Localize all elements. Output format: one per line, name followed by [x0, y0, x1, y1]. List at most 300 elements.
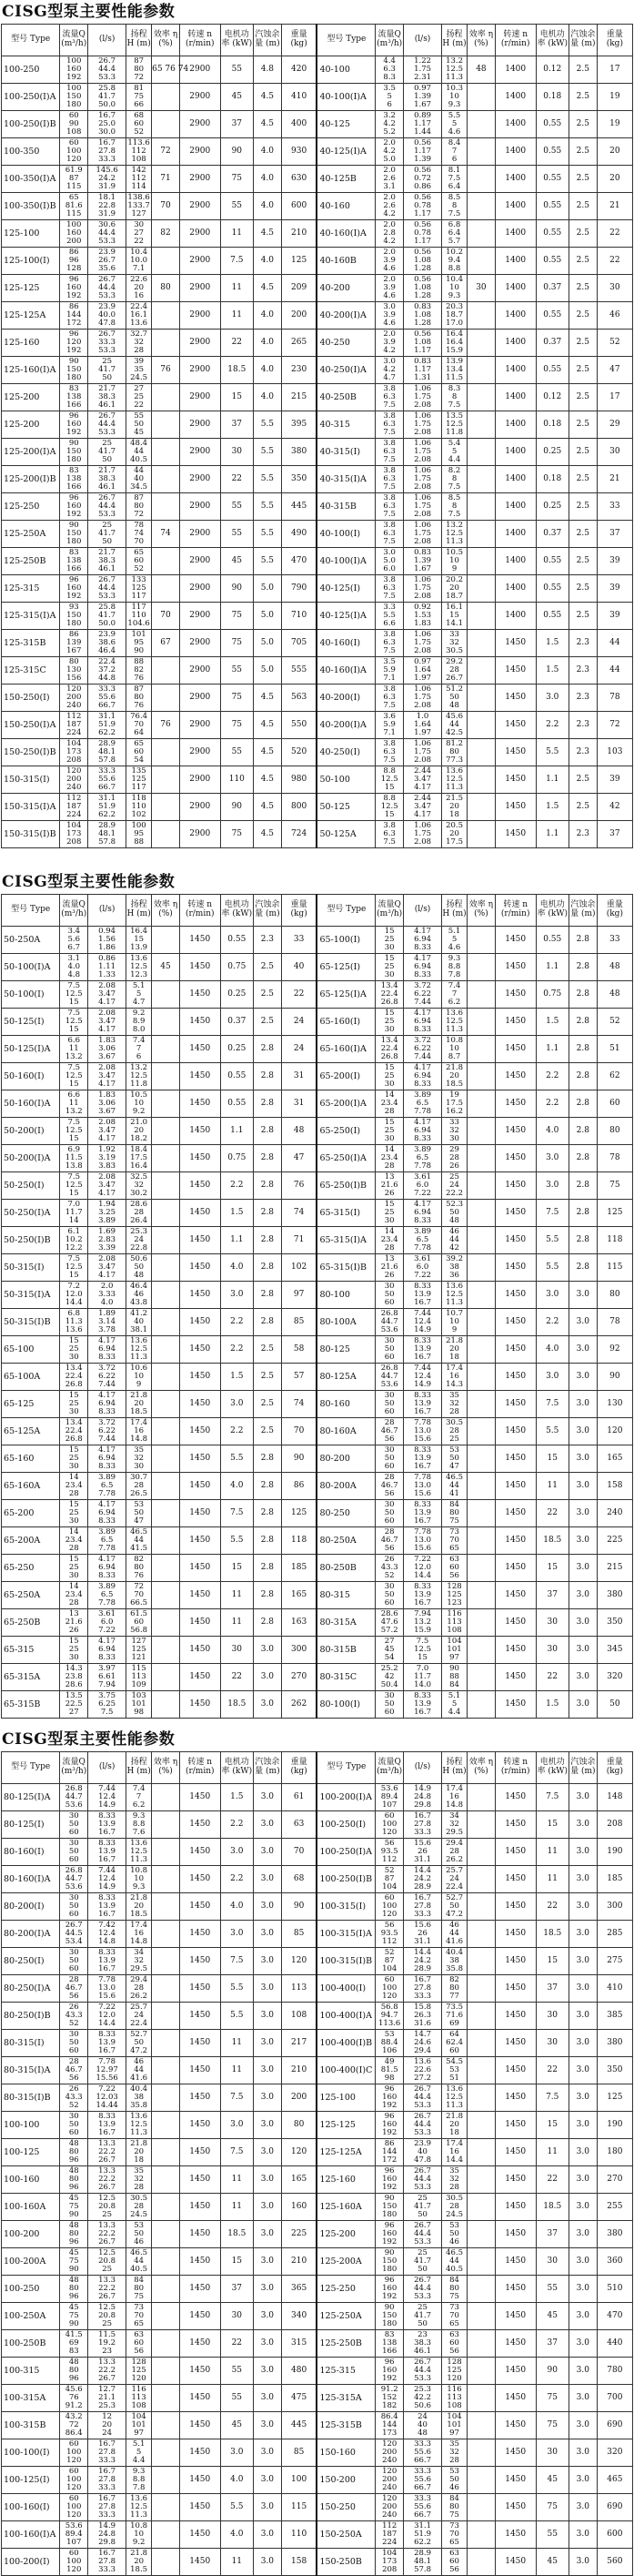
- speed-cell: 1450: [495, 1418, 536, 1445]
- npsh-cell: 2.5: [569, 603, 597, 630]
- model-cell: 40-160(I)A: [317, 220, 375, 248]
- weight-cell: 320: [597, 2439, 632, 2467]
- head-cell: 45.6 44 42.5: [442, 712, 468, 739]
- efficiency-cell: [468, 1145, 496, 1172]
- weight-cell: 92: [597, 1336, 632, 1364]
- header-npsh: 汽蚀余量 (m): [569, 895, 597, 927]
- efficiency-cell: 74: [152, 521, 180, 548]
- flow-ls-cell: 2.08 3.47 4.17: [88, 1009, 126, 1036]
- weight-cell: 60: [597, 1090, 632, 1118]
- flow-m3h-cell: 30 50 60: [376, 1336, 404, 1364]
- npsh-cell: 2.5: [569, 220, 597, 248]
- efficiency-cell: [152, 1866, 180, 1893]
- npsh-cell: 2.5: [254, 1391, 282, 1418]
- flow-m3h-cell: 45 75 90: [60, 2194, 88, 2221]
- weight-cell: 350: [597, 1609, 632, 1637]
- head-cell: 9.3 8.8 7.6: [126, 1811, 152, 1839]
- speed-cell: 1450: [495, 1473, 536, 1500]
- efficiency-cell: [468, 685, 496, 712]
- efficiency-cell: [152, 2003, 180, 2030]
- flow-ls-cell: 15.8 26.3 31.6: [404, 2003, 442, 2030]
- flow-m3h-cell: 90 150 180: [376, 2303, 404, 2330]
- power-cell: 30: [536, 2439, 569, 2467]
- flow-m3h-cell: 96 160 192: [376, 2358, 404, 2385]
- model-cell: 100-200(I): [2, 2549, 60, 2576]
- weight-cell: 600: [281, 193, 317, 220]
- weight-cell: 350: [597, 2057, 632, 2084]
- header-weight: 重量 (kg): [597, 25, 632, 56]
- power-cell: 2.2: [220, 1418, 253, 1445]
- head-cell: 29.2 28 26.7: [442, 657, 468, 685]
- head-cell: 5.4 5 4.4: [442, 439, 468, 466]
- efficiency-cell: [468, 2385, 496, 2412]
- efficiency-cell: [468, 1664, 496, 1691]
- power-cell: 75: [220, 685, 253, 712]
- weight-cell: 270: [281, 1664, 317, 1691]
- head-cell: 48.4 44 40.5: [126, 439, 152, 466]
- efficiency-cell: [468, 2057, 496, 2084]
- model-cell: 40-250: [317, 330, 375, 357]
- model-cell: 100-200(I)A: [317, 1784, 375, 1811]
- efficiency-cell: [468, 2494, 496, 2521]
- flow-ls-cell: 0.56 1.08 1.28: [404, 275, 442, 302]
- efficiency-cell: [468, 603, 496, 630]
- power-cell: 4.0: [536, 1118, 569, 1145]
- model-cell: 80-160A: [317, 1418, 375, 1445]
- speed-cell: 1450: [179, 2057, 220, 2084]
- weight-cell: 108: [281, 2003, 317, 2030]
- power-cell: 3.0: [536, 1172, 569, 1200]
- speed-cell: 2900: [179, 330, 220, 357]
- table-row: [2, 2412, 633, 2439]
- table-row: [2, 1784, 633, 1811]
- speed-cell: 2900: [179, 166, 220, 193]
- npsh-cell: 2.3: [569, 739, 597, 766]
- flow-m3h-cell: 90 150 180: [60, 439, 88, 466]
- flow-ls-cell: 4.17 6.94 8.33: [88, 1445, 126, 1473]
- speed-cell: 1450: [495, 927, 536, 954]
- efficiency-cell: [152, 330, 180, 357]
- speed-cell: 1400: [495, 439, 536, 466]
- power-cell: 1.5: [220, 1364, 253, 1391]
- head-cell: 81 75 66: [126, 84, 152, 111]
- efficiency-cell: [152, 657, 180, 685]
- flow-ls-cell: 0.56 0.72 0.86: [404, 166, 442, 193]
- npsh-cell: 3.0: [254, 2330, 282, 2358]
- speed-cell: 1450: [495, 821, 536, 848]
- flow-ls-cell: 3.97 6.61 7.94: [88, 1664, 126, 1691]
- power-cell: 37: [536, 1975, 569, 2003]
- speed-cell: 1400: [495, 548, 536, 575]
- table-row: [2, 657, 633, 685]
- head-cell: 17.4 16 14.4: [442, 2139, 468, 2166]
- npsh-cell: 3.0: [569, 2139, 597, 2166]
- power-cell: 15: [220, 384, 253, 411]
- table-row: [2, 1948, 633, 1975]
- flow-m3h-cell: 3.8 6.3 7.5: [376, 821, 404, 848]
- model-cell: 40-100: [317, 56, 375, 84]
- flow-ls-cell: 0.92 1.53 1.83: [404, 603, 442, 630]
- flow-ls-cell: 12.5 20.8 25: [88, 2248, 126, 2276]
- power-cell: 15: [536, 1948, 569, 1975]
- weight-cell: 72: [597, 712, 632, 739]
- flow-ls-cell: 28.9 48.1 57.8: [88, 739, 126, 766]
- npsh-cell: 2.8: [254, 1090, 282, 1118]
- speed-cell: 1450: [495, 1227, 536, 1254]
- power-cell: 55: [220, 739, 253, 766]
- npsh-cell: 3.0: [569, 2385, 597, 2412]
- flow-ls-cell: 26.7 44.4 53.3: [404, 2221, 442, 2248]
- power-cell: 0.55: [536, 548, 569, 575]
- header-model: 型号 Type: [2, 1752, 60, 1784]
- weight-cell: 385: [597, 2003, 632, 2030]
- weight-cell: 190: [597, 1839, 632, 1866]
- speed-cell: 2900: [179, 685, 220, 712]
- efficiency-cell: [152, 1893, 180, 1921]
- model-cell: 80-250(I)B: [2, 2003, 60, 2030]
- efficiency-cell: [468, 1227, 496, 1254]
- npsh-cell: 3.0: [569, 1811, 597, 1839]
- power-cell: 7.5: [220, 2084, 253, 2112]
- header-head: 扬程 H (m): [126, 1752, 152, 1784]
- head-cell: 5.5 5 4.6: [442, 111, 468, 138]
- power-cell: 30: [220, 2303, 253, 2330]
- flow-m3h-cell: 26.8 44.7 53.6: [60, 1866, 88, 1893]
- npsh-cell: 3.0: [569, 2439, 597, 2467]
- speed-cell: 2900: [179, 84, 220, 111]
- head-cell: 128 125 123: [442, 1582, 468, 1609]
- head-cell: 135 125 117: [126, 766, 152, 794]
- table-row: [2, 275, 633, 302]
- efficiency-cell: [152, 1921, 180, 1948]
- npsh-cell: 3.0: [254, 2248, 282, 2276]
- power-cell: 2.2: [220, 1336, 253, 1364]
- flow-ls-cell: 7.22 12.0 14.4: [88, 2003, 126, 2030]
- weight-cell: 230: [281, 357, 317, 384]
- npsh-cell: 3.0: [254, 1784, 282, 1811]
- power-cell: 1.1: [536, 821, 569, 848]
- power-cell: 4.0: [220, 1473, 253, 1500]
- weight-cell: 700: [597, 2385, 632, 2412]
- speed-cell: 1450: [179, 1637, 220, 1664]
- head-cell: 27 25 22: [126, 384, 152, 411]
- speed-cell: 2900: [179, 411, 220, 439]
- speed-cell: 1450: [179, 1664, 220, 1691]
- model-cell: 100-250: [2, 56, 60, 84]
- flow-m3h-cell: 15 25 30: [60, 1391, 88, 1418]
- flow-m3h-cell: 104 173 208: [60, 739, 88, 766]
- power-cell: 0.75: [220, 954, 253, 981]
- flow-ls-cell: 25 41.7 50: [404, 2194, 442, 2221]
- npsh-cell: 2.5: [569, 330, 597, 357]
- table-row: [2, 248, 633, 275]
- weight-cell: 365: [281, 2276, 317, 2303]
- efficiency-cell: [468, 954, 496, 981]
- head-cell: 13.2 12.5 11.3: [442, 521, 468, 548]
- weight-cell: 165: [281, 1582, 317, 1609]
- power-cell: 1.5: [536, 1009, 569, 1036]
- npsh-cell: 3.0: [569, 1948, 597, 1975]
- head-cell: 51.2 50 48: [442, 685, 468, 712]
- flow-m3h-cell: 60 100 120: [376, 1811, 404, 1839]
- weight-cell: 265: [281, 330, 317, 357]
- speed-cell: 1450: [495, 739, 536, 766]
- flow-ls-cell: 1.06 1.75 2.08: [404, 630, 442, 657]
- model-cell: 50-100(I): [2, 981, 60, 1009]
- npsh-cell: 2.3: [569, 821, 597, 848]
- speed-cell: 2900: [179, 111, 220, 138]
- flow-m3h-cell: 52 87 104: [376, 1948, 404, 1975]
- npsh-cell: 3.0: [569, 2358, 597, 2385]
- header-model: 型号 Type: [2, 895, 60, 927]
- flow-m3h-cell: 3.8 6.3 7.5: [376, 685, 404, 712]
- weight-cell: 39: [597, 575, 632, 603]
- speed-cell: 2900: [179, 657, 220, 685]
- table-row: [2, 548, 633, 575]
- speed-cell: 2900: [179, 548, 220, 575]
- weight-cell: 46: [597, 302, 632, 330]
- flow-ls-cell: 0.56 1.08 1.17: [404, 330, 442, 357]
- efficiency-cell: [152, 1637, 180, 1664]
- model-cell: 50-200(I)A: [2, 1145, 60, 1172]
- model-cell: 125-160A: [317, 2194, 375, 2221]
- head-cell: 22.6 20 16: [126, 275, 152, 302]
- table-row: [2, 2221, 633, 2248]
- header-efficiency: 效率 η (%): [468, 1752, 496, 1784]
- weight-cell: 215: [281, 384, 317, 411]
- npsh-cell: 3.0: [569, 1866, 597, 1893]
- weight-cell: 102: [281, 1254, 317, 1282]
- weight-cell: 48: [597, 981, 632, 1009]
- model-cell: 100-315: [2, 2358, 60, 2385]
- speed-cell: 2900: [179, 275, 220, 302]
- table-row: [2, 193, 633, 220]
- efficiency-cell: [468, 439, 496, 466]
- head-cell: 10.5 10 9: [442, 548, 468, 575]
- efficiency-cell: [468, 1811, 496, 1839]
- power-cell: 2.2: [220, 1811, 253, 1839]
- efficiency-cell: [152, 1784, 180, 1811]
- table-row: [2, 2549, 633, 2576]
- npsh-cell: 2.8: [569, 1118, 597, 1145]
- efficiency-cell: [152, 1691, 180, 1719]
- efficiency-cell: [152, 2521, 180, 2549]
- efficiency-cell: [468, 111, 496, 138]
- weight-cell: 208: [597, 1811, 632, 1839]
- weight-cell: 37: [597, 521, 632, 548]
- table-row: [2, 138, 633, 166]
- model-cell: 100-250A: [2, 2303, 60, 2330]
- model-cell: 100-100(I): [2, 2439, 60, 2467]
- weight-cell: 710: [281, 603, 317, 630]
- weight-cell: 70: [281, 1839, 317, 1866]
- head-cell: 34 32 29.5: [442, 1811, 468, 1839]
- head-cell: 21.8 20 18.5: [126, 1391, 152, 1418]
- head-cell: 13.6 12.5 11.3: [442, 766, 468, 794]
- flow-ls-cell: 7.94 13.2 15.9: [404, 1609, 442, 1637]
- header-row: [2, 895, 633, 927]
- head-cell: 8.2 8 7.5: [442, 466, 468, 493]
- power-cell: 0.37: [536, 275, 569, 302]
- head-cell: 46.5 44 41: [442, 1473, 468, 1500]
- flow-ls-cell: 0.83 1.17 1.31: [404, 357, 442, 384]
- flow-m3h-cell: 80 130 156: [60, 657, 88, 685]
- model-cell: 125-250A: [2, 521, 60, 548]
- flow-ls-cell: 2.44 3.47 4.17: [404, 766, 442, 794]
- head-cell: 22.4 16.1 13.6: [126, 302, 152, 330]
- power-cell: 1.1: [536, 954, 569, 981]
- power-cell: 45: [220, 548, 253, 575]
- speed-cell: 1450: [495, 2330, 536, 2358]
- speed-cell: 1400: [495, 384, 536, 411]
- flow-ls-cell: 3.72 6.22 7.44: [404, 981, 442, 1009]
- flow-ls-cell: 16.7 27.8 33.3: [404, 1893, 442, 1921]
- power-cell: 0.55: [536, 111, 569, 138]
- table-row: [2, 1445, 633, 1473]
- efficiency-cell: [468, 1975, 496, 2003]
- npsh-cell: 4.5: [254, 111, 282, 138]
- weight-cell: 630: [281, 166, 317, 193]
- flow-ls-cell: 0.97 1.39 1.67: [404, 84, 442, 111]
- weight-cell: 165: [281, 2166, 317, 2194]
- power-cell: 0.75: [536, 981, 569, 1009]
- efficiency-cell: [152, 2358, 180, 2385]
- header-head: 扬程 H (m): [126, 25, 152, 56]
- header-weight: 重量 (kg): [281, 895, 317, 927]
- performance-table: [1, 894, 633, 1719]
- model-cell: 150-250(I)A: [2, 712, 60, 739]
- head-cell: 46.5 44 40.5: [126, 2248, 152, 2276]
- speed-cell: 1450: [495, 657, 536, 685]
- model-cell: 100-200: [2, 2221, 60, 2248]
- model-cell: 50-125(I): [2, 1009, 60, 1036]
- weight-cell: 345: [597, 1637, 632, 1664]
- speed-cell: 1450: [179, 1009, 220, 1036]
- model-cell: 80-200A: [317, 1473, 375, 1500]
- flow-ls-cell: 28.9 48.1 57.8: [404, 2549, 442, 2576]
- power-cell: 1.1: [220, 1118, 253, 1145]
- head-cell: 9.2 8.9 8.0: [126, 1009, 152, 1036]
- section-title: CISG型泵主要性能参数: [2, 873, 176, 891]
- model-cell: 65-315(I)B: [317, 1254, 375, 1282]
- power-cell: 22: [536, 1664, 569, 1691]
- model-cell: 80-250B: [317, 1555, 375, 1582]
- head-cell: 35 32 30: [126, 1445, 152, 1473]
- efficiency-cell: [468, 220, 496, 248]
- header-flow-m3h: 流量Q (m³/h): [60, 1752, 88, 1784]
- power-cell: 0.25: [220, 1036, 253, 1063]
- efficiency-cell: [468, 2276, 496, 2303]
- table-row: [2, 575, 633, 603]
- flow-ls-cell: 1.06 1.75 2.08: [404, 439, 442, 466]
- model-cell: 100-160(I)A: [2, 2521, 60, 2549]
- efficiency-cell: [152, 1282, 180, 1309]
- speed-cell: 1450: [495, 2412, 536, 2439]
- flow-m3h-cell: 96 160 192: [376, 2276, 404, 2303]
- head-cell: 30.7 28 26.5: [126, 1473, 152, 1500]
- npsh-cell: 4.5: [254, 712, 282, 739]
- power-cell: 75: [220, 603, 253, 630]
- efficiency-cell: [468, 981, 496, 1009]
- power-cell: 11: [536, 2139, 569, 2166]
- flow-ls-cell: 8.33 13.9 16.7: [88, 2112, 126, 2139]
- flow-ls-cell: 1.06 1.75 2.08: [404, 575, 442, 603]
- flow-ls-cell: 4.17 6.94 8.33: [404, 1009, 442, 1036]
- npsh-cell: 3.0: [254, 2221, 282, 2248]
- efficiency-cell: [152, 1609, 180, 1637]
- flow-m3h-cell: 7.5 12.5 15: [60, 1254, 88, 1282]
- flow-m3h-cell: 60 100 120: [376, 1893, 404, 1921]
- table-row: [2, 166, 633, 193]
- head-cell: 25 24 22.2: [442, 1172, 468, 1200]
- head-cell: 63 60 56: [442, 2549, 468, 2576]
- power-cell: 37: [536, 1582, 569, 1609]
- weight-cell: 74: [281, 1200, 317, 1227]
- power-cell: 30: [220, 439, 253, 466]
- npsh-cell: 2.5: [569, 493, 597, 521]
- table-row: [2, 739, 633, 766]
- npsh-cell: 2.8: [569, 1227, 597, 1254]
- head-cell: 13.5 12.5 11.8: [442, 411, 468, 439]
- flow-m3h-cell: 48 80 96: [60, 2358, 88, 2385]
- model-cell: 65-315B: [2, 1691, 60, 1719]
- speed-cell: 2900: [179, 302, 220, 330]
- efficiency-cell: [152, 2467, 180, 2494]
- flow-ls-cell: 1.06 1.75 2.08: [404, 493, 442, 521]
- power-cell: 2.2: [536, 1063, 569, 1090]
- model-cell: 50-100(I)A: [2, 954, 60, 981]
- flow-m3h-cell: 3.8 6.3 7.5: [376, 521, 404, 548]
- head-cell: 46 44 41.6: [126, 2057, 152, 2084]
- npsh-cell: 2.5: [569, 575, 597, 603]
- head-cell: 10.8 10 9.3: [126, 1866, 152, 1893]
- power-cell: 0.55: [536, 603, 569, 630]
- npsh-cell: 2.8: [254, 1200, 282, 1227]
- power-cell: 11: [220, 2166, 253, 2194]
- efficiency-cell: [468, 739, 496, 766]
- flow-m3h-cell: 14 23.4 28: [60, 1582, 88, 1609]
- model-cell: 125-200(I)A: [2, 439, 60, 466]
- head-cell: 81.2 80 77.3: [442, 739, 468, 766]
- flow-m3h-cell: 15 25 30: [60, 1637, 88, 1664]
- flow-m3h-cell: 27 45 54: [376, 1637, 404, 1664]
- flow-m3h-cell: 45.6 76 91.2: [60, 2385, 88, 2412]
- flow-ls-cell: 26.7 33.3 53.3: [88, 330, 126, 357]
- flow-m3h-cell: 30 50 60: [376, 1500, 404, 1527]
- head-cell: 142 112 114: [126, 166, 152, 193]
- flow-ls-cell: 4.17 6.94 8.33: [88, 1336, 126, 1364]
- head-cell: 32.7 32 28: [126, 330, 152, 357]
- npsh-cell: 3.0: [569, 1309, 597, 1336]
- header-head: 扬程 H (m): [126, 895, 152, 927]
- weight-cell: 80: [597, 1118, 632, 1145]
- flow-m3h-cell: 2.0 4.2 5.0: [376, 138, 404, 166]
- model-cell: 100-125(I): [2, 2467, 60, 2494]
- weight-cell: 78: [597, 1309, 632, 1336]
- npsh-cell: 2.5: [569, 56, 597, 84]
- efficiency-cell: [468, 1391, 496, 1418]
- power-cell: 0.55: [220, 1090, 253, 1118]
- npsh-cell: 3.0: [569, 2248, 597, 2276]
- power-cell: 5.5: [220, 1445, 253, 1473]
- npsh-cell: 4.8: [254, 56, 282, 84]
- speed-cell: 2900: [179, 821, 220, 848]
- flow-m3h-cell: 120 200 240: [376, 2439, 404, 2467]
- npsh-cell: 2.8: [254, 1527, 282, 1555]
- npsh-cell: 5.0: [254, 575, 282, 603]
- speed-cell: 2900: [179, 138, 220, 166]
- flow-ls-cell: 8.33 13.9 16.7: [404, 1282, 442, 1309]
